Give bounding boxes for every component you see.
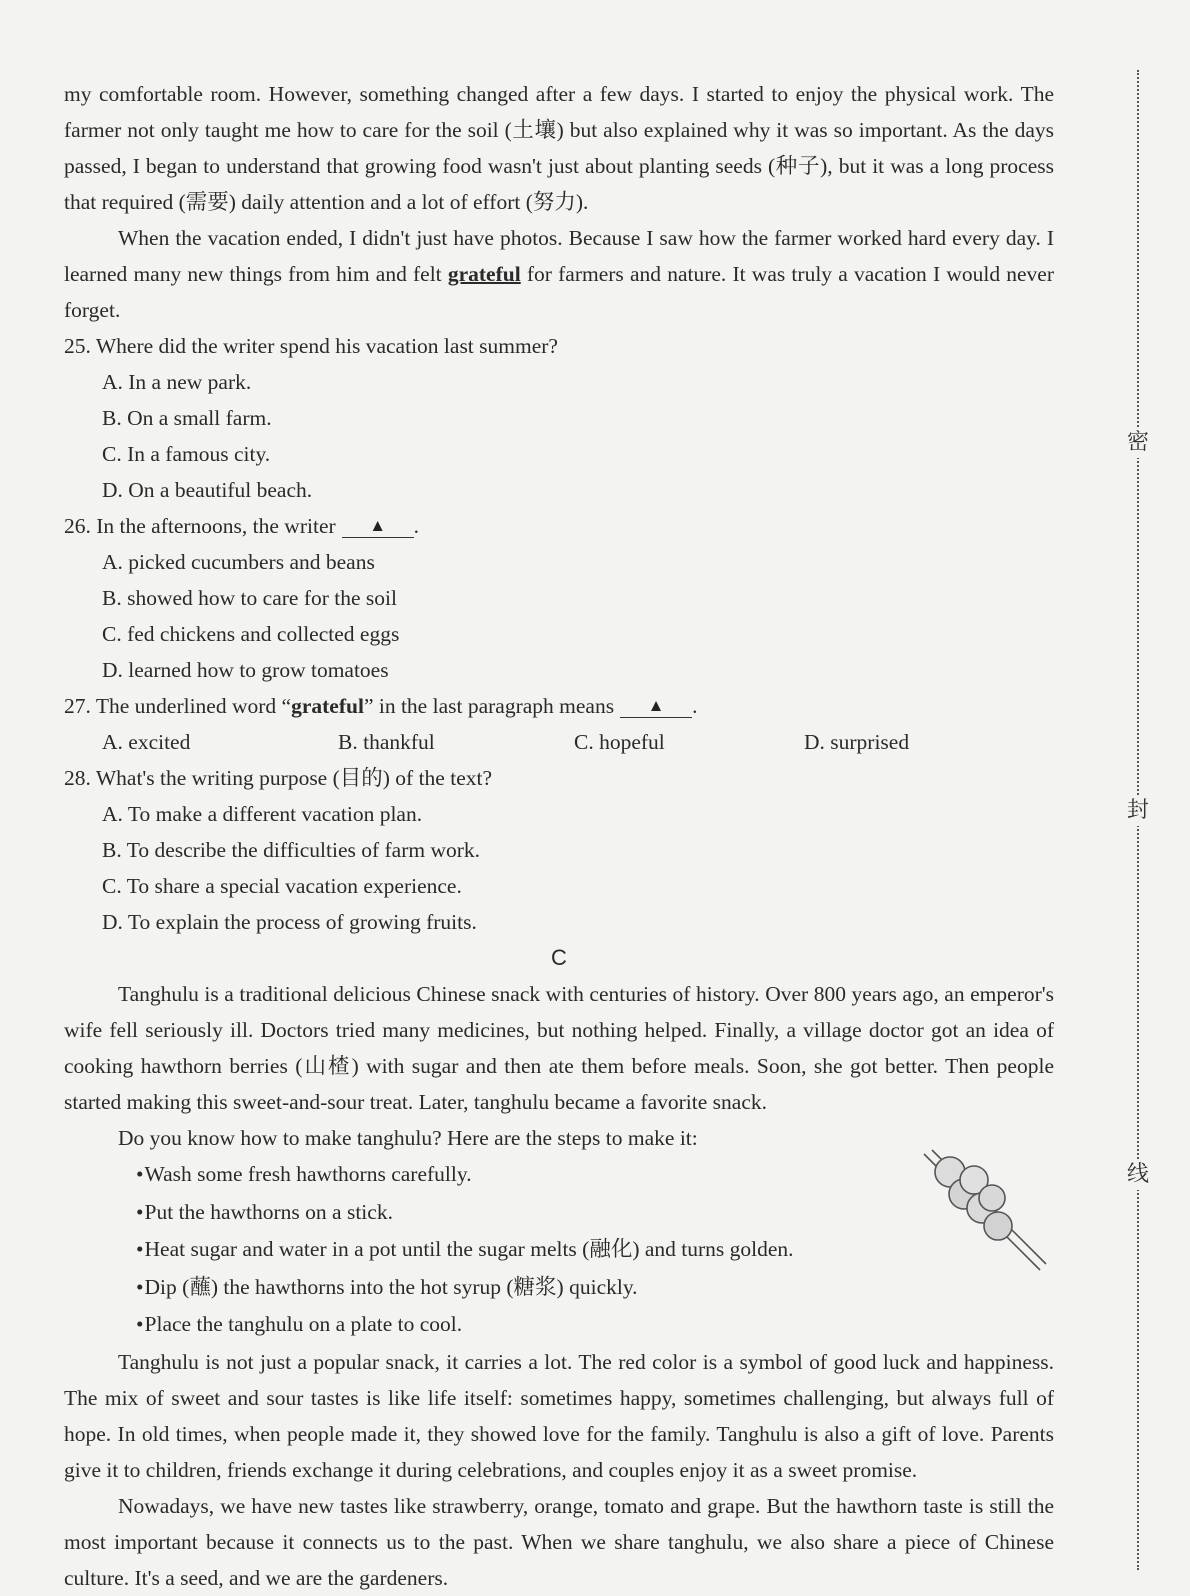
option-a[interactable]: A. To make a different vacation plan. <box>102 802 423 826</box>
option-a[interactable]: A. excited <box>102 730 191 754</box>
option-d[interactable]: D. To explain the process of growing fruits. <box>102 910 477 934</box>
option-b[interactable]: B. On a small farm. <box>102 406 272 430</box>
option-b[interactable]: B. thankful <box>338 730 435 754</box>
option-a[interactable]: A. picked cucumbers and beans <box>102 550 375 574</box>
question-26 <box>64 508 1054 688</box>
option-d[interactable]: D. learned how to grow tomatoes <box>102 658 389 682</box>
option-b[interactable]: B. To describe the difficulties of farm work. <box>102 838 481 862</box>
passage-b-paragraph-1: my comfortable room. However, something changed after a few days. I started to enjoy the physical work. The farmer not only taught me how to care for the soil (土壤) but also explained why it was so important. As the days passed, I began to understand that growing food wasn't just about planting seeds (种子), but it was a long process that required (需要) daily attention and a lot of effort (努力). <box>64 82 1054 214</box>
question-28 <box>64 760 1054 940</box>
question-options <box>64 364 1054 508</box>
step-item: • Wash some fresh hawthorns carefully. <box>64 1156 1054 1194</box>
option-c[interactable]: C. fed chickens and collected eggs <box>102 622 400 646</box>
step-item: • Put the hawthorns on a stick. <box>64 1194 1054 1232</box>
step-item: • Dip (蘸) the hawthorns into the hot syrup (糖浆) quickly. <box>64 1269 1054 1307</box>
question-stem: 25. Where did the writer spend his vacation last summer? <box>64 334 558 358</box>
section-c-paragraph-1: Tanghulu is a traditional delicious Chinese snack with centuries of history. Over 800 years ago, an emperor's wife fell seriously ill. Doctors tried many medicines, but nothing helped. Finally, a village doctor got an idea of cooking hawthorn berries (山楂) with sugar and then ate them before meals. Soon, she got better. Then people started making this sweet-and-sour treat. Later, tanghulu became a favorite snack. <box>64 982 1054 1114</box>
underlined-word-grateful: grateful <box>447 262 521 286</box>
question-options <box>64 796 1054 940</box>
option-b[interactable]: B. showed how to care for the soil <box>102 586 397 610</box>
option-c[interactable]: C. hopeful <box>574 730 665 754</box>
question-options <box>64 724 1054 760</box>
triangle-icon: ▲ <box>369 516 387 535</box>
steps-intro: Do you know how to make tanghulu? Here are the steps to make it: <box>118 1126 698 1150</box>
quoted-word: grateful <box>291 694 364 718</box>
section-c-paragraph-3: Nowadays, we have new tastes like strawberry, orange, tomato and grape. But the hawthorn taste is still the most important because it connects us to the past. When we share tanghulu, we also share a piece of Chinese culture. It's a seed, and we are the gardeners. <box>64 1493 1054 1590</box>
binding-char-mi: 密 <box>1124 428 1152 458</box>
question-25 <box>64 328 1054 508</box>
answer-blank[interactable] <box>620 693 692 718</box>
binding-char-xian: 线 <box>1124 1160 1152 1190</box>
exam-page-content <box>64 76 1054 1596</box>
question-stem: 26. In the afternoons, the writer ▲ . <box>64 514 420 538</box>
question-stem: 27. The underlined word “grateful” in the last paragraph means ▲ . <box>64 694 698 718</box>
binding-char-feng: 封 <box>1124 796 1152 826</box>
option-d[interactable]: D. On a beautiful beach. <box>102 478 313 502</box>
option-c[interactable]: C. To share a special vacation experience. <box>102 874 462 898</box>
section-c-heading: C <box>551 945 567 970</box>
step-item: • Heat sugar and water in a pot until the sugar melts (融化) and turns golden. <box>64 1231 1054 1269</box>
option-a[interactable]: A. In a new park. <box>102 370 252 394</box>
option-c[interactable]: C. In a famous city. <box>102 442 271 466</box>
answer-blank[interactable] <box>342 513 414 538</box>
passage-b-paragraph-2: When the vacation ended, I didn't just have photos. Because I saw how the farmer worked hard every day. I learned many new things from him and felt grateful for farmers and nature. It was truly a vacation I would never forget. <box>64 226 1054 322</box>
triangle-icon: ▲ <box>647 696 665 715</box>
step-item: • Place the tanghulu on a plate to cool. <box>64 1306 1054 1344</box>
question-options <box>64 544 1054 688</box>
question-stem: 28. What's the writing purpose (目的) of the text? <box>64 766 493 790</box>
tanghulu-illustration <box>904 1146 1054 1286</box>
question-27 <box>64 688 1054 760</box>
section-c-paragraph-2: Tanghulu is not just a popular snack, it carries a lot. The red color is a symbol of good luck and happiness. The mix of sweet and sour tastes is like life itself: sometimes happy, sometimes challenging, but always full of hope. In old times, when people made it, they showed love for the family. Tanghulu is also a gift of love. Parents give it to children, friends exchange it during celebrations, and couples enjoy it as a sweet promise. <box>64 1349 1054 1482</box>
steps-list <box>64 1156 1054 1344</box>
option-d[interactable]: D. surprised <box>804 730 910 754</box>
